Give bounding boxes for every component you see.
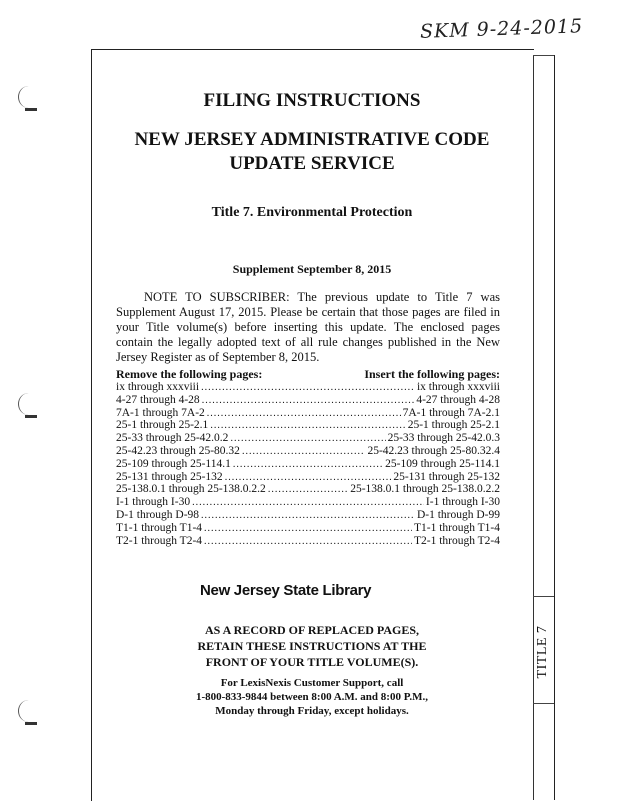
insert-pages: D-1 through D-99 xyxy=(416,508,500,521)
tab-divider xyxy=(533,55,554,56)
support-line: Monday through Friday, except holidays. xyxy=(215,705,409,717)
tab-strip xyxy=(533,55,555,800)
dot-leader xyxy=(207,408,401,421)
dot-leader xyxy=(201,510,415,523)
insert-pages: T1-1 through T1-4 xyxy=(413,521,500,534)
insert-pages: 25-109 through 25-114.1 xyxy=(385,457,500,470)
remove-pages: 25-42.23 through 25-80.32 xyxy=(116,444,240,457)
insert-header: Insert the following pages: xyxy=(364,367,500,381)
table-row xyxy=(116,496,500,509)
remove-header: Remove the following pages: xyxy=(116,367,263,381)
table-row xyxy=(116,522,500,535)
insert-pages: 25-138.0.1 through 25-138.0.2.2 xyxy=(350,483,500,496)
dot-leader xyxy=(201,382,415,395)
insert-pages: 7A-1 through 7A-2.1 xyxy=(402,406,500,419)
document-subtitle xyxy=(91,128,533,176)
table-row xyxy=(116,509,500,522)
remove-pages: 25-1 through 25-2.1 xyxy=(116,419,209,432)
table-row xyxy=(116,381,500,394)
record-line: FRONT OF YOUR TITLE VOLUME(S). xyxy=(205,655,419,669)
handwritten-note: SKM 9-24-2015 xyxy=(419,15,584,43)
table-row xyxy=(116,419,500,432)
insert-pages: 25-1 through 25-2.1 xyxy=(407,419,500,432)
remove-pages: 25-109 through 25-114.1 xyxy=(116,457,231,470)
remove-pages: 25-33 through 25-42.0.2 xyxy=(116,432,229,445)
tab-label: TITLE 7 xyxy=(535,625,550,679)
dot-leader xyxy=(202,395,415,408)
subscriber-note: NOTE TO SUBSCRIBER: The previous update to Title 7 was Supplement August 17, 2015. Please be certain that those pages are filed in your Title volume(s) before inserting this update. The enclosed pages contain the legally adopted text of all rule changes published in the New Jersey Register as of September 8, 2015. xyxy=(116,290,500,364)
insert-pages: 25-131 through 25-132 xyxy=(393,470,500,483)
support-line: 1-800-833-9844 between 8:00 A.M. and 8:00 P.M., xyxy=(195,691,429,703)
insert-pages: T2-1 through T2-4 xyxy=(413,534,500,547)
table-row xyxy=(116,535,500,548)
punch-hole-mark xyxy=(18,86,39,108)
record-line: AS A RECORD OF REPLACED PAGES, xyxy=(204,623,420,637)
subtitle-line: UPDATE SERVICE xyxy=(229,153,395,174)
remove-pages: D-1 through D-98 xyxy=(116,508,200,521)
remove-pages: 25-138.0.1 through 25-138.0.2.2 xyxy=(116,483,266,496)
table-row xyxy=(116,445,500,458)
support-line: For LexisNexis Customer Support, call xyxy=(220,677,404,689)
dot-leader xyxy=(268,484,348,497)
remove-pages: ix through xxxviii xyxy=(116,381,200,393)
insert-pages: 25-42.23 through 25-80.32.4 xyxy=(367,444,500,457)
section-title: Title 7. Environmental Protection xyxy=(211,205,413,220)
page-table xyxy=(116,381,500,547)
remove-pages: I-1 through I-30 xyxy=(116,496,191,509)
supplement-date: Supplement September 8, 2015 xyxy=(232,262,392,276)
table-row xyxy=(116,432,500,445)
table-row xyxy=(116,483,500,496)
remove-pages: 7A-1 through 7A-2 xyxy=(116,406,205,419)
table-row xyxy=(116,471,500,484)
insert-pages: 4-27 through 4-28 xyxy=(416,393,500,406)
remove-pages: T1-1 through T1-4 xyxy=(116,521,203,534)
punch-hole-mark xyxy=(18,700,39,722)
remove-pages: 4-27 through 4-28 xyxy=(116,393,200,406)
table-row xyxy=(116,407,500,420)
dot-leader xyxy=(204,536,412,549)
table-row xyxy=(116,458,500,471)
library-stamp: New Jersey State Library xyxy=(200,582,372,599)
table-row xyxy=(116,394,500,407)
insert-pages: ix through xxxviii xyxy=(416,381,500,393)
document-title: FILING INSTRUCTIONS xyxy=(203,90,421,111)
insert-pages: 25-33 through 25-42.0.3 xyxy=(387,432,500,445)
dot-leader xyxy=(192,497,424,510)
dot-leader xyxy=(242,446,366,459)
remove-pages: 25-131 through 25-132 xyxy=(116,470,223,483)
dot-leader xyxy=(204,523,412,536)
customer-support xyxy=(91,676,533,718)
tab-divider xyxy=(533,596,554,597)
tab-divider xyxy=(533,703,554,704)
punch-hole-mark xyxy=(18,393,39,415)
dot-leader xyxy=(230,433,385,446)
record-instructions xyxy=(91,622,533,670)
subtitle-line: NEW JERSEY ADMINISTRATIVE CODE xyxy=(134,129,490,150)
table-header xyxy=(116,367,500,382)
dot-leader xyxy=(210,420,405,433)
insert-pages: I-1 through I-30 xyxy=(425,496,500,509)
remove-pages: T2-1 through T2-4 xyxy=(116,534,203,547)
dot-leader xyxy=(233,459,383,472)
record-line: RETAIN THESE INSTRUCTIONS AT THE xyxy=(197,639,427,653)
